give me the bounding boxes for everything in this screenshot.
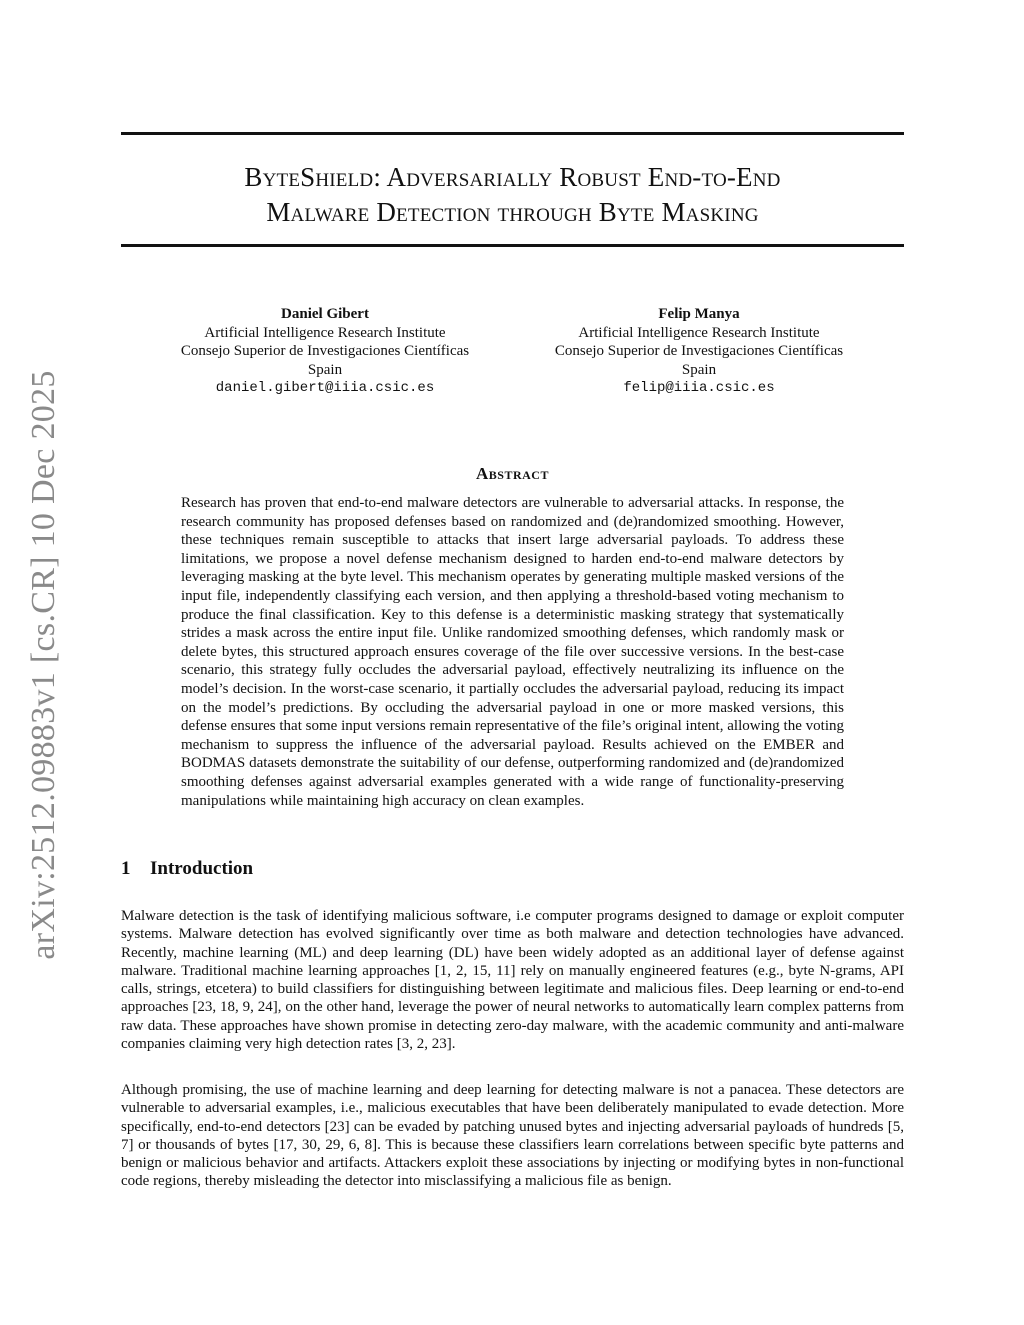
- section-number: 1: [121, 858, 131, 879]
- abstract-heading: Abstract: [476, 464, 549, 483]
- author-affiliation: Artificial Intelligence Research Institute: [204, 324, 446, 341]
- paper-title: [121, 160, 904, 230]
- author-block-1: [150, 305, 500, 398]
- author-name: Daniel Gibert: [281, 306, 369, 322]
- author-email: felip@iiia.csic.es: [623, 380, 775, 396]
- author-country: Spain: [681, 361, 717, 378]
- author-email: daniel.gibert@iiia.csic.es: [215, 380, 435, 396]
- author-country: Spain: [307, 361, 343, 378]
- title-top-rule: [121, 132, 904, 135]
- author-affiliation: Artificial Intelligence Research Institute: [578, 324, 820, 341]
- title-line-1: ByteShield: Adversarially Robust End-to-End: [244, 162, 781, 192]
- arxiv-identifier-stamp: arXiv:2512.09883v1 [cs.CR] 10 Dec 2025: [25, 370, 62, 960]
- intro-paragraph-2: Although promising, the use of machine learning and deep learning for detecting malware is not a panacea. These detectors are vulnerable to adversarial examples, i.e., malicious executables that have been deliberately manipulated to evade detection. More specifically, end-to-end detectors [23] can be evaded by patching unused bytes and injecting adversarial payloads of hundreds [5, 7] or thousands of bytes [17, 30, 29, 6, 8]. This is because these classifiers learn correlations between specific byte patterns and benign or malicious behavior and artifacts. Attackers exploit these associations by injecting or modifying bytes in non-functional code regions, thereby misleading the detector into misclassifying a malicious file as benign.: [121, 1082, 904, 1190]
- intro-paragraph-1: Malware detection is the task of identifying malicious software, i.e computer programs designed to damage or exploit computer systems. Malware detection has evolved significantly over time as both malware and detection technologies have advanced. Recently, machine learning (ML) and deep learning (DL) have been widely adopted as an additional layer of defense against malware. Traditional machine learning approaches [1, 2, 15, 11] rely on manually engineered features (e.g., byte N-grams, API calls, strings, etcetera) to build classifiers for distinguishing between legitimate and malicious files. Deep learning or end-to-end approaches [23, 18, 9, 24], on the other hand, leverage the power of neural networks to automatically learn complex patterns from raw data. These approaches have shown promise in detecting zero-day malware, with the academic community and anti-malware companies claiming very high detection rates [3, 2, 23].: [121, 908, 904, 1053]
- section-title: Introduction: [150, 858, 254, 879]
- author-block-2: [524, 305, 874, 398]
- author-name: Felip Manya: [658, 306, 740, 322]
- section-heading-introduction: [121, 858, 253, 880]
- abstract-body: Research has proven that end-to-end malware detectors are vulnerable to adversarial attacks. In response, the research community has proposed defenses based on randomized and (de)randomized smoothing. However, these techniques remain susceptible to attacks that insert large adversarial payloads. To address these limitations, we propose a novel defense mechanism designed to harden end-to-end malware detectors by leveraging masking at the byte level. This mechanism operates by generating multiple masked versions of the input file, independently classifying each version, and then applying a threshold-based voting mechanism to produce the final classification. Key to this defense is a deterministic masking strategy that systematically strides a mask across the entire input file. Unlike randomized smoothing defenses, which randomly mask or delete bytes, this structured approach ensures coverage of the file over successive versions. In the best-case scenario, this strategy fully occludes the adversarial payload, effectively neutralizing its influence on the model’s decision. In the worst-case scenario, it partially occludes the adversarial payload, reducing its impact on the model’s predictions. By occluding the adversarial payload in one or more masked versions, this defense ensures that some input versions remain representative of the file’s original intent, allowing the voting mechanism to suppress the influence of the adversarial payload. Results achieved on the EMBER and BODMAS datasets demonstrate the suitability of our defense, outperforming randomized and (de)randomized smoothing defenses against adversarial examples generated with a wide range of functionality-preserving manipulations while maintaining high accuracy on clean examples.: [181, 495, 844, 809]
- title-line-2: Malware Detection through Byte Masking: [266, 197, 759, 227]
- author-affiliation: Consejo Superior de Investigaciones Científicas: [180, 343, 470, 359]
- author-affiliation: Consejo Superior de Investigaciones Científicas: [554, 343, 844, 359]
- title-bottom-rule: [121, 244, 904, 247]
